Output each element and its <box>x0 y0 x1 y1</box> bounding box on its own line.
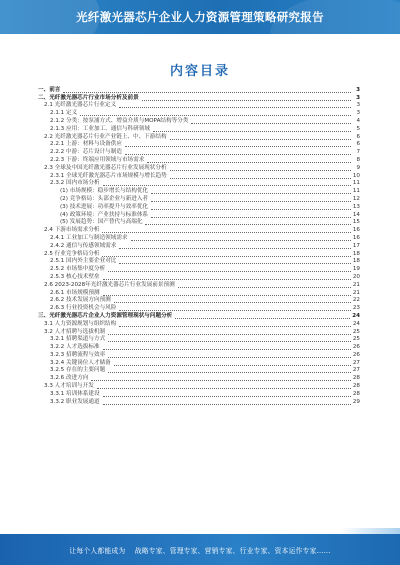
toc-page-number: 18 <box>352 258 360 265</box>
toc-entry-text: 2.5.1 国内外主要企业对比 <box>50 258 117 265</box>
toc-entry[interactable] <box>38 390 360 398</box>
toc-page-number: 6 <box>356 133 360 140</box>
toc-page-number: 18 <box>352 250 360 257</box>
toc-entry-text: 3.2 人才招聘与选拔机制 <box>44 328 106 335</box>
toc-page-number: 25 <box>352 336 360 343</box>
toc-page-number: 3 <box>356 86 360 93</box>
toc-entry[interactable] <box>38 180 360 188</box>
toc-page-number: 5 <box>356 125 360 132</box>
dot-leader <box>103 279 351 280</box>
toc-entry-text: 2.2.1 上游：材料与设备供应 <box>50 141 122 148</box>
toc-entry-text: 2.6.1 市场规模预测 <box>50 289 100 296</box>
toc-page-number: 21 <box>352 289 360 296</box>
table-of-contents <box>38 86 360 506</box>
toc-entry-text: 2.5 行业竞争格局分析 <box>44 250 100 257</box>
toc-entry[interactable] <box>38 195 360 203</box>
toc-entry[interactable] <box>38 265 360 273</box>
toc-page-number: 19 <box>352 266 360 273</box>
toc-page-number: 28 <box>352 375 360 382</box>
toc-page-number: 17 <box>352 242 360 249</box>
dot-leader <box>108 271 351 272</box>
toc-entry[interactable] <box>38 359 360 367</box>
footer-slogan: 让每个人都能成为 战略专家、管理专家、营销专家、行业专家、资本运作专家…… <box>69 546 331 555</box>
toc-page-number: 24 <box>352 312 360 319</box>
toc-page-number: 15 <box>352 219 360 226</box>
dot-leader <box>191 123 351 124</box>
toc-page-number: 16 <box>352 227 360 234</box>
toc-entry-text: 3.3 人才培训与开发 <box>44 383 94 390</box>
report-footer-banner <box>0 534 400 565</box>
toc-entry[interactable] <box>38 211 360 219</box>
toc-page-number: 26 <box>352 351 360 358</box>
dot-leader <box>125 146 351 147</box>
toc-page-number: 8 <box>356 156 360 163</box>
toc-entry-text: 2.1.1 定义 <box>50 110 78 117</box>
toc-entry-text: (3) 技术进展：功率提升与效率优化 <box>60 203 149 210</box>
dot-leader <box>151 193 351 194</box>
toc-entry-text: 2.4.1 工业加工与制造领域需求 <box>50 234 128 241</box>
dot-leader <box>102 232 350 233</box>
toc-entry-text: 3.2.6 改进方向 <box>50 375 89 382</box>
toc-entry-text: 3.1 人力资源规划与组织结构 <box>44 320 117 327</box>
dot-leader <box>80 115 351 116</box>
toc-entry[interactable] <box>38 320 360 328</box>
toc-entry[interactable] <box>38 289 360 297</box>
toc-entry[interactable] <box>38 187 360 195</box>
toc-entry[interactable] <box>38 367 360 375</box>
dot-leader <box>151 209 351 210</box>
report-title: 光纤激光器芯片企业人力资源管理策略研究报告 <box>76 10 324 24</box>
toc-page-number: 29 <box>352 398 360 405</box>
toc-entry[interactable] <box>38 234 360 242</box>
toc-page-number: 13 <box>352 203 360 210</box>
toc-page-number: 28 <box>352 383 360 390</box>
toc-page-number: 16 <box>352 234 360 241</box>
dot-leader <box>108 334 351 335</box>
toc-entry[interactable] <box>38 351 360 359</box>
dot-leader <box>125 154 351 155</box>
dot-leader <box>178 287 351 288</box>
toc-entry[interactable] <box>38 133 360 141</box>
toc-entry-text: (5) 发展趋势：国产替代与高端化 <box>60 219 143 226</box>
toc-page-number: 10 <box>352 172 360 179</box>
dot-leader <box>151 217 351 218</box>
toc-entry-text: 2.3.2 国内市场分析 <box>50 180 100 187</box>
toc-entry[interactable] <box>38 242 360 250</box>
toc-entry[interactable] <box>38 281 360 289</box>
dot-leader <box>170 139 351 140</box>
toc-page-number: 22 <box>352 297 360 304</box>
toc-entry[interactable] <box>38 273 360 281</box>
toc-entry-text: 2.2.3 下游：终端应用领域与市场需求 <box>50 156 145 163</box>
dot-leader <box>103 396 351 397</box>
toc-heading: 内容目录 <box>169 64 230 79</box>
toc-entry-text: (4) 政策环境：产业扶持与标准体系 <box>60 211 149 218</box>
toc-entry-text: 一、前言 <box>38 86 61 93</box>
dot-leader <box>103 404 351 405</box>
dot-leader <box>108 341 351 342</box>
toc-entry[interactable] <box>38 109 360 117</box>
dot-leader <box>114 302 351 303</box>
toc-entry[interactable] <box>38 203 360 211</box>
dot-leader <box>170 170 351 171</box>
dot-leader <box>119 107 351 108</box>
toc-entry-text: 二、光纤激光器芯片行业市场分析及前景 <box>38 94 139 101</box>
toc-entry-text: 3.2.2 人才选拔标准 <box>50 344 100 351</box>
dot-leader <box>175 318 350 319</box>
toc-page-number: 28 <box>352 390 360 397</box>
toc-page-number: 21 <box>352 281 360 288</box>
toc-page-number: 9 <box>356 164 360 171</box>
dot-leader <box>103 295 351 296</box>
toc-page-number: 27 <box>352 359 360 366</box>
dot-leader <box>151 201 351 202</box>
dot-leader <box>63 92 351 93</box>
dot-leader <box>147 162 351 163</box>
toc-entry-text: 2.4.2 通信与传感领域需求 <box>50 242 117 249</box>
toc-entry-text: 2.2 光纤激光器芯片行业产业链上、中、下游结构 <box>44 133 167 140</box>
toc-entry-text: 2.4 下游市场需求分析 <box>44 227 100 234</box>
toc-entry-text: 2.5.2 市场集中度分析 <box>50 266 106 273</box>
dot-leader <box>145 224 350 225</box>
toc-page-number: 3 <box>356 102 360 109</box>
toc-entry[interactable] <box>38 219 360 227</box>
toc-entry[interactable] <box>38 250 360 258</box>
toc-entry[interactable] <box>38 141 360 149</box>
dot-leader <box>102 256 350 257</box>
toc-entry[interactable] <box>38 164 360 172</box>
toc-entry[interactable] <box>38 398 360 406</box>
toc-entry-text: 3.2.1 招聘渠道与方式 <box>50 336 106 343</box>
toc-entry-text: 3.2.5 存在的主要问题 <box>50 367 106 374</box>
toc-entry[interactable] <box>38 226 360 234</box>
dot-leader <box>108 372 351 373</box>
toc-entry-text: 2.6.2 技术发展方向预测 <box>50 297 111 304</box>
toc-entry-text: 3.3.1 培训体系建设 <box>50 390 100 397</box>
dot-leader <box>119 248 351 249</box>
dot-leader <box>170 178 351 179</box>
toc-entry[interactable] <box>38 156 360 164</box>
toc-page-number: 26 <box>352 344 360 351</box>
toc-page-number: 11 <box>352 188 360 195</box>
dot-leader <box>119 310 351 311</box>
toc-entry[interactable] <box>38 382 360 390</box>
toc-entry-text: 2.1.2 分类：按泵浦方式、增益介质与MOPA结构等分类 <box>50 117 189 124</box>
toc-entry-text: 2.3.1 全球光纤激光器芯片市场规模与增长趋势 <box>50 172 167 179</box>
toc-page-number: 27 <box>352 367 360 374</box>
toc-entry[interactable] <box>38 86 360 94</box>
toc-entry[interactable] <box>38 312 360 320</box>
toc-entry[interactable] <box>38 343 360 351</box>
dot-leader <box>108 357 351 358</box>
toc-entry[interactable] <box>38 172 360 180</box>
toc-entry-text: 2.6 2023-2028年光纤激光器芯片行业发展前景预测 <box>44 281 175 288</box>
toc-entry[interactable] <box>38 258 360 266</box>
toc-entry-text: (1) 市场规模：稳步增长与结构优化 <box>60 188 149 195</box>
toc-entry-text: 3.3.2 职业发展通道 <box>50 398 100 405</box>
dot-leader <box>119 263 351 264</box>
toc-page-number: 23 <box>352 305 360 312</box>
dot-leader <box>142 100 351 101</box>
toc-page-number: 7 <box>356 149 360 156</box>
toc-page-number: 25 <box>352 328 360 335</box>
dot-leader <box>131 240 351 241</box>
toc-page-number: 11 <box>352 180 360 187</box>
toc-entry[interactable] <box>38 304 360 312</box>
toc-entry-text: 2.1.3 应用：工业加工、通信与科研领域 <box>50 125 150 132</box>
toc-entry[interactable] <box>38 374 360 382</box>
toc-entry-text: 3.2.3 招聘流程与效率 <box>50 351 106 358</box>
toc-entry[interactable] <box>38 102 360 110</box>
toc-page-number: 6 <box>356 141 360 148</box>
dot-leader <box>91 380 350 381</box>
toc-entry[interactable] <box>38 148 360 156</box>
toc-entry[interactable] <box>38 297 360 305</box>
dot-leader <box>103 349 351 350</box>
dot-leader <box>114 365 351 366</box>
toc-entry-text: 三、光纤激光器芯片企业人力资源管理现状与问题分析 <box>38 312 173 319</box>
toc-page-number: 3 <box>356 94 360 101</box>
toc-entry-text: 3.2.4 关键岗位人才储备 <box>50 359 111 366</box>
toc-page-number: 12 <box>352 195 360 202</box>
toc-entry-text: 2.6.3 行业投资机会与风险 <box>50 305 117 312</box>
dot-leader <box>153 131 351 132</box>
toc-entry[interactable] <box>38 336 360 344</box>
toc-entry[interactable] <box>38 117 360 125</box>
dot-leader <box>119 326 351 327</box>
toc-entry-text: 2.5.3 核心技术壁垒 <box>50 273 100 280</box>
toc-entry[interactable] <box>38 328 360 336</box>
toc-page-number: 4 <box>356 117 360 124</box>
toc-entry-text: 2.2.2 中游：芯片设计与制造 <box>50 149 122 156</box>
report-header-banner <box>0 0 400 34</box>
dot-leader <box>97 388 351 389</box>
toc-entry-text: 2.1 光纤激光器芯片行业定义 <box>44 102 117 109</box>
toc-entry-text: (2) 竞争格局：头部企业与新进入者 <box>60 195 149 202</box>
dot-leader <box>103 185 351 186</box>
toc-entry[interactable] <box>38 125 360 133</box>
toc-page-number: 3 <box>356 110 360 117</box>
toc-page-number: 24 <box>352 320 360 327</box>
toc-entry-text: 2.3 全球及中国光纤激光器芯片行业发展现状分析 <box>44 164 167 171</box>
toc-page-number: 14 <box>352 211 360 218</box>
toc-entry[interactable] <box>38 94 360 102</box>
toc-page-number: 20 <box>352 273 360 280</box>
